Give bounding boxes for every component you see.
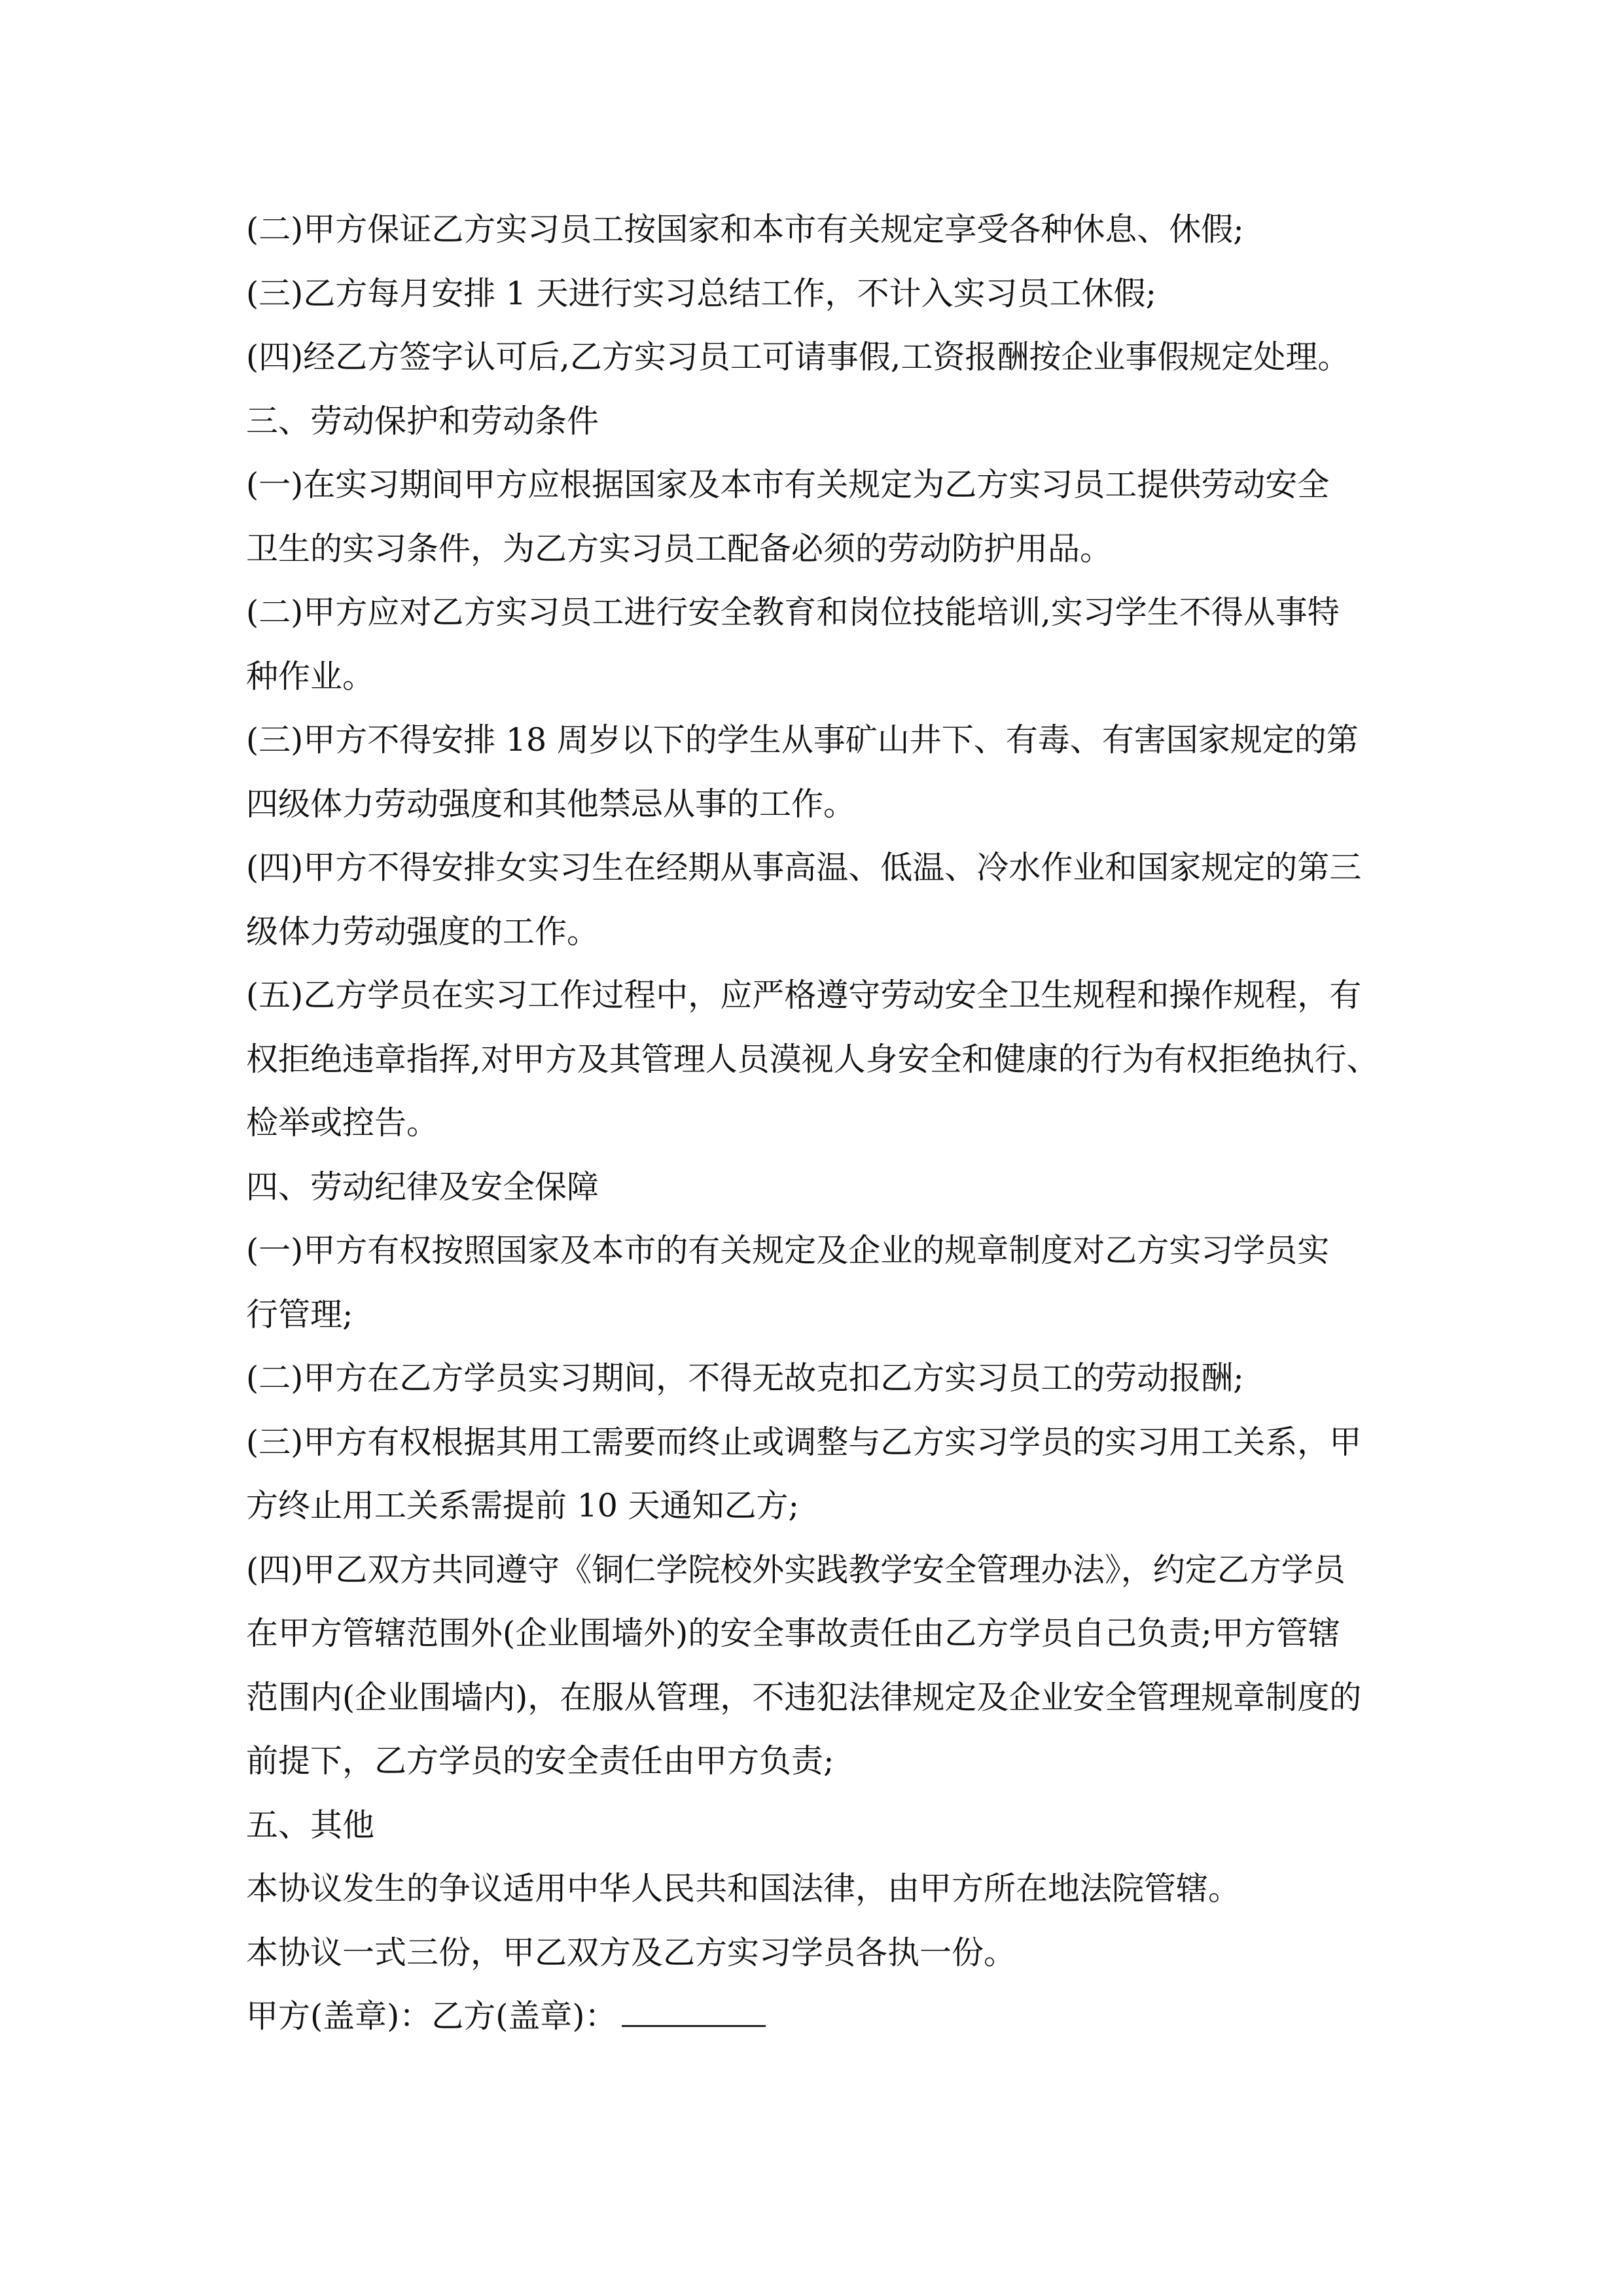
text-line: 方终止用工关系需提前 10 天通知乙方;: [246, 1487, 800, 1524]
text-line: 卫生的实习条件，为乙方实习员工配备必须的劳动防护用品。: [246, 529, 1113, 567]
section-heading: 四、劳动纪律及安全保障: [246, 1168, 599, 1206]
text-line: 检举或控告。: [246, 1104, 439, 1141]
signature-line: [246, 1984, 1388, 2049]
text-line: 种作业。: [246, 657, 375, 695]
text-line: (一)在实习期间甲方应根据国家及本市有关规定为乙方实习员工提供劳动安全: [246, 466, 1330, 503]
text-line: 权拒绝违章指挥,对甲方及其管理人员漠视人身安全和健康的行为有权拒绝执行、: [246, 1040, 1379, 1078]
text-line: 范围内(企业围墙内)，在服从管理，不违犯法律规定及企业安全管理规章制度的: [246, 1678, 1362, 1716]
text-line: (三)甲方有权根据其用工需要而终止或调整与乙方实习学员的实习用工关系，甲: [246, 1423, 1362, 1461]
text-line: (一)甲方有权按照国家及本市的有关规定及企业的规章制度对乙方实习学员实: [246, 1232, 1330, 1269]
text-line: (四)甲乙双方共同遵守《铜仁学院校外实践教学安全管理办法》，约定乙方学员: [246, 1551, 1346, 1588]
text-line: (三)乙方每月安排 1 天进行实习总结工作，不计入实习员工休假;: [246, 274, 1157, 312]
text-line: 本协议发生的争议适用中华人民共和国法律，由甲方所在地法院管辖。: [246, 1870, 1241, 1907]
section-heading: 三、劳动保护和劳动条件: [246, 402, 599, 440]
text-line: 级体力劳动强度的工作。: [246, 912, 599, 950]
signature-label: 甲方(盖章)：乙方(盖章)：: [246, 1998, 617, 2035]
text-line: (三)甲方不得安排 18 周岁以下的学生从事矿山井下、有毒、有害国家规定的第: [246, 721, 1359, 759]
text-line: 前提下，乙方学员的安全责任由甲方负责;: [246, 1742, 834, 1780]
text-line: 四级体力劳动强度和其他禁忌从事的工作。: [246, 785, 856, 823]
text-line: (二)甲方在乙方学员实习期间，不得无故克扣乙方实习员工的劳动报酬;: [246, 1359, 1244, 1397]
document-body: [246, 198, 1388, 2049]
text-line: (二)甲方应对乙方实习员工进行安全教育和岗位技能培训,实习学生不得从事特: [246, 594, 1340, 631]
signature-blank: [622, 1990, 766, 2027]
text-line: (五)乙方学员在实习工作过程中，应严格遵守劳动安全卫生规程和操作规程，有: [246, 977, 1362, 1014]
text-line: (二)甲方保证乙方实习员工按国家和本市有关规定享受各种休息、休假;: [246, 211, 1244, 248]
text-line: 本协议一式三份，甲乙双方及乙方实习学员各执一份。: [246, 1933, 1016, 1971]
text-line: 在甲方管辖范围外(企业围墙外)的安全事故责任由乙方学员自己负责;甲方管辖: [246, 1615, 1340, 1652]
section-heading: 五、其他: [246, 1806, 375, 1844]
text-line: (四)甲方不得安排女实习生在经期从事高温、低温、冷水作业和国家规定的第三: [246, 849, 1362, 886]
text-line: 行管理;: [246, 1295, 353, 1333]
text-line: (四)经乙方签字认可后,乙方实习员工可请事假,工资报酬按企业事假规定处理。: [246, 338, 1350, 376]
